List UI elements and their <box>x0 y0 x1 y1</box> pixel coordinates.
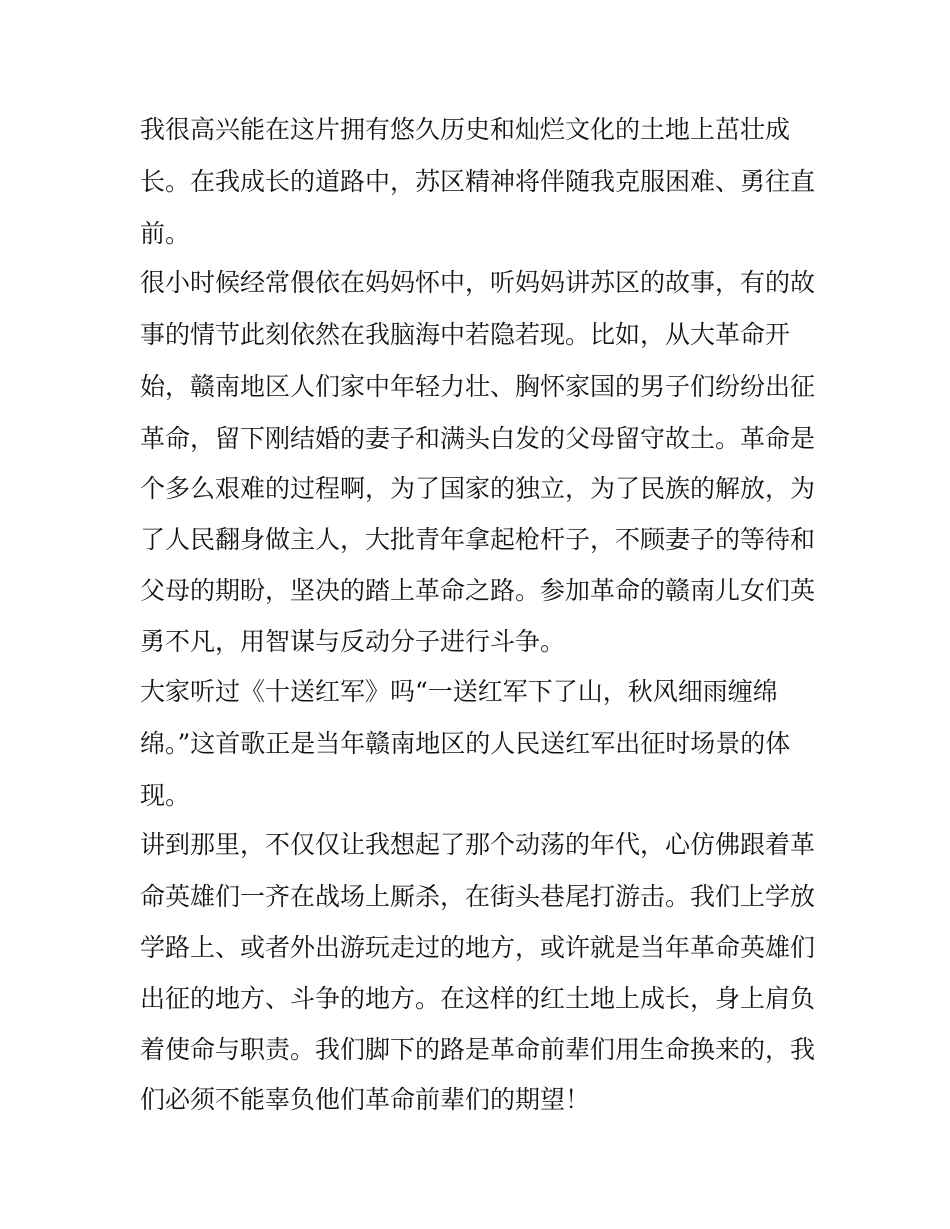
text-line: 个多么艰难的过程啊，为了国家的独立，为了民族的解放，为 <box>140 474 816 503</box>
text-line: 绵。”这首歌正是当年赣南地区的人民送红军出征时场景的体 <box>140 729 791 758</box>
text-line: 事的情节此刻依然在我脑海中若隐若现。比如，从大革命开 <box>140 320 791 349</box>
text-line: 讲到那里，不仅仅让我想起了那个动荡的年代，心仿佛跟着革 <box>140 830 816 859</box>
text-line: 革命，留下刚结婚的妻子和满头白发的父母留守故土。革命是 <box>140 424 816 453</box>
text-line: 了人民翻身做主人，大批青年拿起枪杆子，不顾妻子的等待和 <box>140 525 816 554</box>
text-line: 大家听过《十送红军》吗“一送红军下了山，秋风细雨缠绵 <box>140 677 778 706</box>
text-line: 很小时候经常偎依在妈妈怀中，听妈妈讲苏区的故事，有的故 <box>140 268 816 297</box>
text-line: 现。 <box>140 781 191 810</box>
text-line: 勇不凡，用智谋与反动分子进行斗争。 <box>140 627 566 656</box>
text-line: 着使命与职责。我们脚下的路是革命前辈们用生命换来的，我 <box>140 1035 816 1064</box>
text-line: 我很高兴能在这片拥有悠久历史和灿烂文化的土地上茁壮成 <box>140 115 791 144</box>
text-line: 父母的期盼，坚决的踏上革命之路。参加革命的赣南儿女们英 <box>140 576 816 605</box>
text-line: 出征的地方、斗争的地方。在这样的红土地上成长，身上肩负 <box>140 984 816 1013</box>
text-line: 命英雄们一齐在战场上厮杀，在街头巷尾打游击。我们上学放 <box>140 882 816 911</box>
text-line: 们必须不能辜负他们革命前辈们的期望！ <box>140 1085 591 1114</box>
text-line: 长。在我成长的道路中，苏区精神将伴随我克服困难、勇往直 <box>140 167 816 196</box>
text-line: 前。 <box>140 219 191 248</box>
text-line: 学路上、或者外出游玩走过的地方，或许就是当年革命英雄们 <box>140 933 816 962</box>
text-line: 始，赣南地区人们家中年轻力壮、胸怀家国的男子们纷纷出征 <box>140 372 816 401</box>
